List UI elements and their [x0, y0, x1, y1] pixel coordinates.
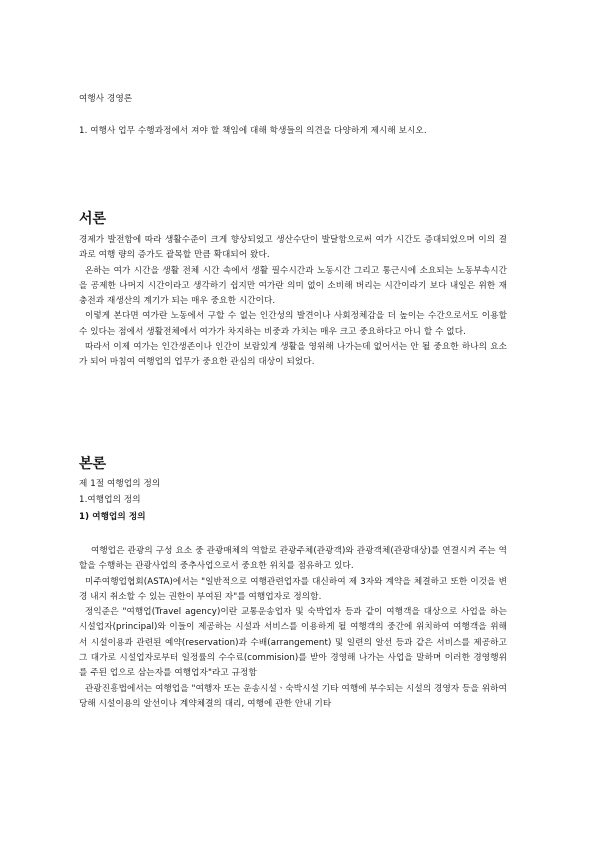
- intro-paragraph-4: 따라서 이제 여가는 인간생존이나 인간이 보람있게 생활을 영위해 나가는데 없어서는 안 될 중요한 하나의 요소가 되어 마침여 여행업의 업무가 중요한 관심의 대상이 되었다.: [79, 342, 507, 368]
- intro-heading: 서론: [79, 211, 107, 227]
- body-paragraph-1: 여행업은 관광의 구성 요소 중 관광매체의 역할로 관광주체(관광객)와 관광객체(관광대상)를 연결시켜 주는 역할을 수행하는 관광사업의 중추사업으로서 중요한 위치를 점유하고 있다.: [79, 546, 507, 572]
- document-title: 여행사 경영론: [79, 94, 133, 104]
- body-paragraph-4: 관광진흥법에서는 여행업을 "여행자 또는 운송시설ㆍ숙박시설 기타 여행에 부수되는 시설의 경영자 등을 위하여 당해 시설이용의 알선이나 계약체결의 대리, 여행에 관한 안내 기타: [79, 683, 507, 709]
- body-heading: 본론: [79, 456, 107, 472]
- body-text: [79, 544, 507, 712]
- body-paragraph-3: 정익준은 "여행업(Travel agency)이란 교통운송업자 및 숙박업자 등과 같이 여행객을 대상으로 사업을 하는 시설업자(principal)와 이들이 제공하는 시설과 서비스를 이용하게 될 여행객의 중간에 위치하여 여행객을 위해서 시설이용과 관련된 예약(reservation)과 수배(arrangement) 및 일련의 알선 등과 같은 서비스를 제공하고 그 대가로 시설업자로부터 일정률의 수수료(commision)를 받아 경영해 나가는 사업을 말하며 이러한 경영행위를 주된 업으로 삼는자를 여행업자"라고 규정함: [79, 607, 507, 679]
- subsubsection-title: 1) 여행업의 정의: [79, 512, 146, 522]
- body-paragraph-2: 미주여행업협회(ASTA)에서는 "일반적으로 여행관련업자를 대신하여 제 3자와 계약을 체결하고 또한 이것을 변경 내지 취소할 수 있는 권한이 부여된 자"를 여행업자로 정의함.: [79, 576, 507, 602]
- section-title: 제 1절 여행업의 정의: [79, 479, 161, 489]
- intro-body: [79, 233, 507, 371]
- subsection-title: 1.여행업의 정의: [79, 495, 141, 505]
- intro-paragraph-1: 경제가 발전함에 따라 생활수준이 크게 향상되었고 생산수단이 발달함으로써 여가 시간도 증대되었으며 이의 결과로 여행 량의 증가도 괄목할 만큼 확대되어 왔다.: [79, 235, 507, 261]
- intro-paragraph-3: 이렇게 본다면 여가란 노동에서 구할 수 없는 인간성의 발견이나 사회정체감을 더 높이는 수간으로서도 이용할 수 있다는 점에서 생활전체에서 여가가 차지하는 비중과 가치는 매우 크고 중요하다고 아니 할 수 없다.: [79, 311, 507, 337]
- assignment-question: 1. 여행사 업무 수행과정에서 져야 할 책임에 대해 학생들의 의견을 다양하게 제시해 보시오.: [79, 126, 427, 136]
- intro-paragraph-2: 온하는 여가 시간을 생활 전체 시간 속에서 생활 필수시간과 노동시간 그리고 통근시에 소요되는 노동부속시간을 공제한 나머지 시간이라고 생각하기 쉽지만 여가란 의미 없이 소비해 버리는 시간이라기 보다 내일은 위한 재충전과 재생산의 계기가 되는 매우 중요한 시간이다.: [79, 265, 507, 307]
